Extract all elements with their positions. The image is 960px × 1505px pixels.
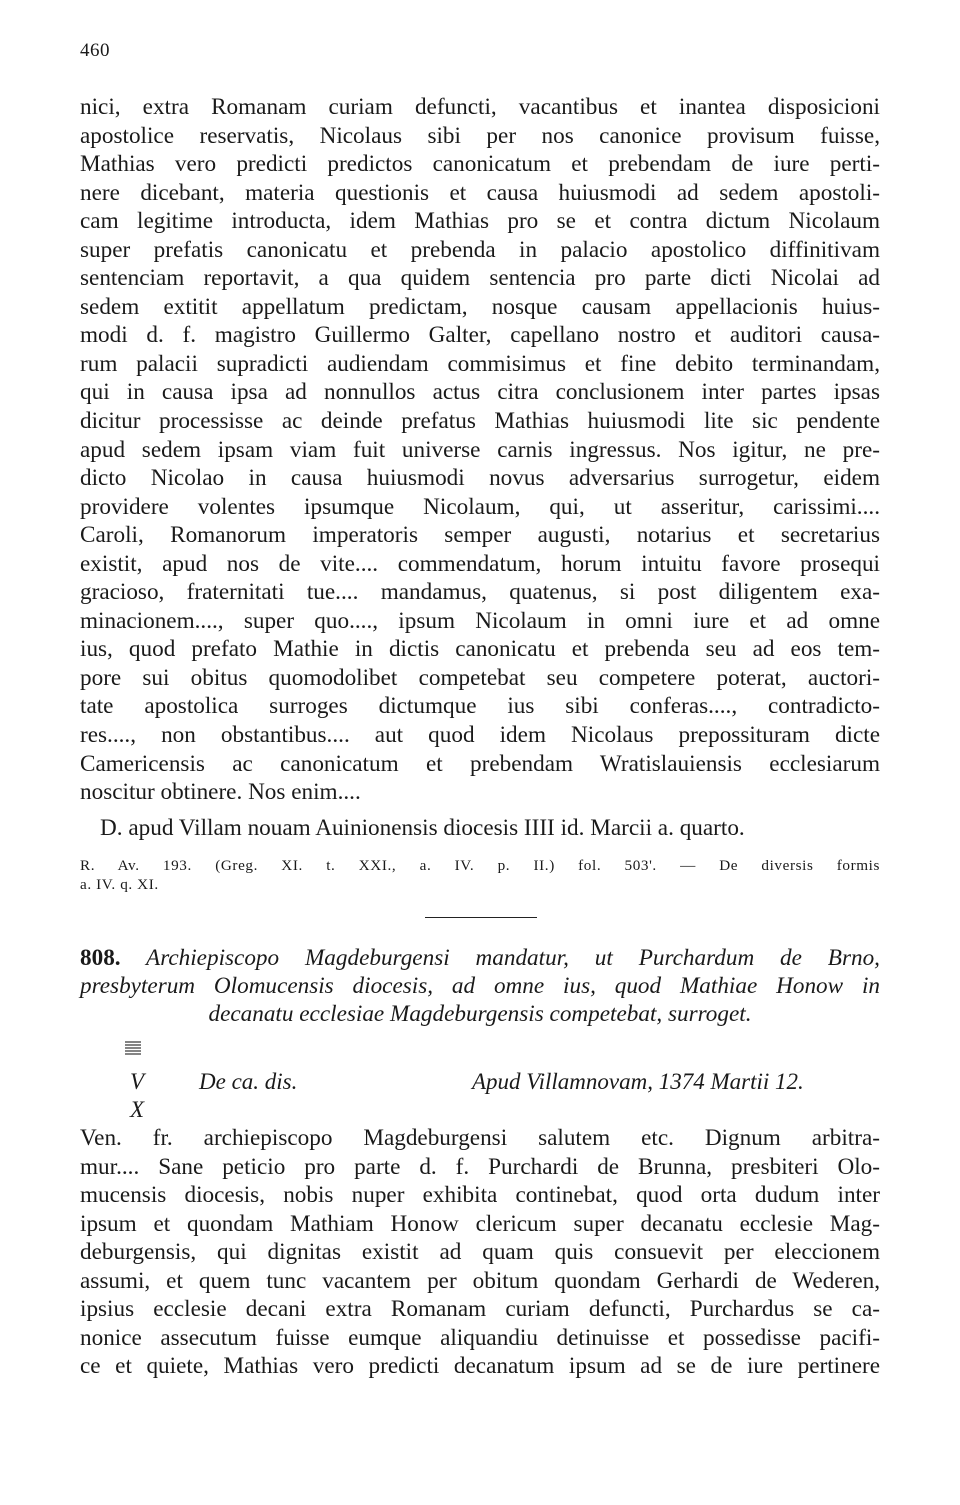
text-line: ius, quod prefato Mathie in dictis canonicatu et prebenda seu ad eos tem- xyxy=(80,636,880,663)
text-line: ipsius ecclesie decani extra Romanam curiam defuncti, Purchardus se ca- xyxy=(80,1296,880,1323)
text-line: deburgensis, qui dignitas existit ad quam quis consuevit per eleccionem xyxy=(80,1239,880,1266)
text-line: super prefatis canonicatu et prebenda in palacio apostolico diffinitivam xyxy=(80,236,880,263)
text-line: sedem extitit appellatum predictam, nosque causam appellacionis huius- xyxy=(80,293,880,320)
chancery-mark-v: V xyxy=(130,1069,145,1094)
text-line: apostolice reservatis, Nicolaus sibi per nos canonice provisum fuisse, xyxy=(80,122,880,149)
text-line: sentenciam reportavit, a qua quidem sentencia pro parte dicti Nicolai ad xyxy=(80,265,880,292)
text-line: qui in causa ipsa ad nonnullos actus citra conclusionem inter partes ipsas xyxy=(80,379,880,406)
text-line: Ven. fr. archiepiscopo Magdeburgensi salutem etc. Dignum arbitra- xyxy=(80,1125,880,1151)
text-line: nici, extra Romanam curiam defuncti, vacantibus et inantea disposicioni xyxy=(80,94,880,120)
text-line: nere dicebant, materia questionis et causa huiusmodi ad sedem apostoli- xyxy=(80,179,880,206)
entry-heading-line xyxy=(80,944,880,972)
dating-clause: D. apud Villam nouam Auinionensis diocesis IIII id. Marcii a. quarto. xyxy=(100,815,745,841)
continued-text xyxy=(80,93,880,807)
text-line: ipsum et quondam Mathiam Honow clericum super decanatu ecclesie Mag- xyxy=(80,1210,880,1237)
chancery-mark-x: X xyxy=(130,1097,145,1122)
text-line: ce et quiete, Mathias vero predicti decanatum ipsum ad se de iure pertinere xyxy=(80,1353,880,1380)
text-line: rum palacii supradicti audiendam commisimus et fine debito terminandam, xyxy=(80,350,880,377)
source-note-line: R. Av. 193. (Greg. XI. t. XXI., a. IV. p. II.) fol. 503'. — De diversis formis xyxy=(80,857,880,874)
text-line: apud sedem ipsam viam fuit universe carnis ingressus. Nos igitur, ne pre- xyxy=(80,436,880,463)
text-line: minacionem...., super quo...., ipsum Nicolaum in omni iure et ad omne xyxy=(80,607,880,634)
text-line: dicto Nicolao in causa huiusmodi novus adversarius surrogetur, eidem xyxy=(80,465,880,492)
section-divider xyxy=(425,917,537,918)
source-note xyxy=(80,856,880,894)
entry-heading-line: presbyterum Olomucensis diocesis, ad omne ius, quod Mathiae Honow in xyxy=(80,973,880,999)
text-line: noscitur obtinere. Nos enim.... xyxy=(80,779,361,806)
text-line: mucensis diocesis, nobis nuper exhibita continebat, quod orta dudum inter xyxy=(80,1182,880,1209)
place-date: Apud Villamnovam, 1374 Martii 12. xyxy=(472,1069,804,1094)
entry-text xyxy=(80,1124,880,1381)
page-number: 460 xyxy=(80,40,110,61)
text-line: assumi, et quem tunc vacantem per obitum quondam Gerhardi de Wederen, xyxy=(80,1267,880,1294)
text-line: existit, apud nos de vite.... commendatum, horum intuitu favore prosequi xyxy=(80,550,880,577)
source-note-line: a. IV. q. XI. xyxy=(80,876,159,893)
text-line: tate apostolica surroges dictumque ius sibi conferas...., contradicto- xyxy=(80,693,880,720)
text-line: nonice assecutum fuisse eumque aliquandiu detinuisse et possedisse pacifi- xyxy=(80,1324,880,1351)
text-line: Caroli, Romanorum imperatoris semper augusti, notarius et secretarius xyxy=(80,522,880,549)
text-line: mur.... Sane peticio pro parte d. f. Purchardi de Brunna, presbiteri Olo- xyxy=(80,1153,880,1180)
formula-note: De ca. dis. xyxy=(199,1069,298,1094)
text-line: dicitur processisse ac deinde prefatus Mathias huiusmodi lite sic pendente xyxy=(80,408,880,435)
entry-heading-line: decanatu ecclesiae Magdeburgensis competebat, surroget. xyxy=(208,1001,752,1027)
text-line: res...., non obstantibus.... aut quod idem Nicolaus prepossituram dicte xyxy=(80,722,880,749)
text-line: Camericensis ac canonicatum et prebendam Wratislauiensis ecclesiarum xyxy=(80,750,880,777)
text-line: modi d. f. magistro Guillermo Galter, capellano nostro et auditori causa- xyxy=(80,322,880,349)
text-line: providere volentes ipsumque Nicolaum, qui, ut asseritur, carissimi.... xyxy=(80,493,880,520)
text-line: Mathias vero predicti predictos canonicatum et prebendam de iure perti- xyxy=(80,151,880,178)
entry-number: 808. xyxy=(80,945,121,971)
text-line: cam legitime introducta, idem Mathias pro se et contra dictum Nicolaum xyxy=(80,208,880,235)
entry-heading xyxy=(80,944,880,1028)
entry-heading-text: Archiepiscopo Magdeburgensi mandatur, ut Purchardum de Brno, xyxy=(146,945,880,971)
text-line: gracioso, fraternitati tue.... mandamus, quatenus, si post diligentem exa- xyxy=(80,579,880,606)
chancery-mark-icon xyxy=(122,1040,152,1058)
text-line: pore sui obitus quomodolibet competebat seu competere poterat, auctori- xyxy=(80,664,880,691)
